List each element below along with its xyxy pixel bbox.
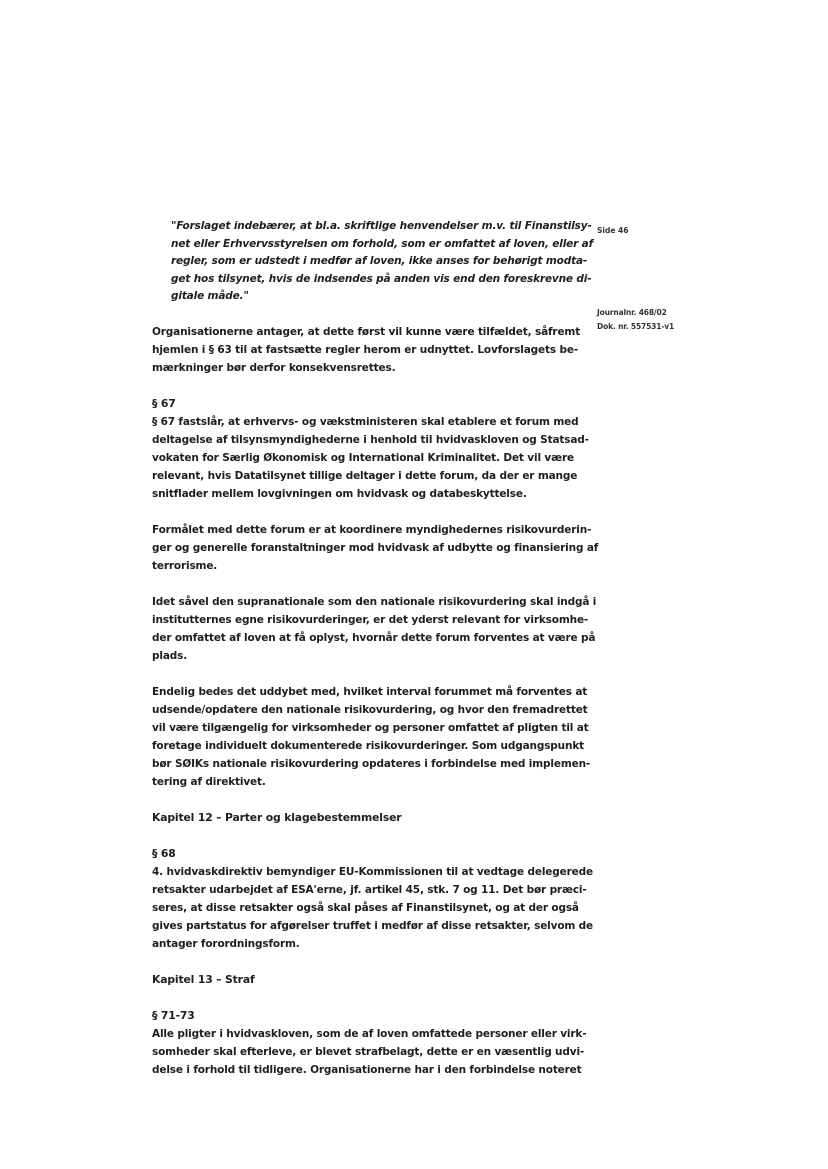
- text-line: seres, at disse retsakter også skal påses af Finanstilsynet, og at der også: [152, 901, 579, 914]
- text-line: institutternes egne risikovurderinger, er det yderst relevant for virksomhe-: [152, 613, 589, 626]
- text-line: § 67 fastslår, at erhvervs- og vækstministeren skal etablere et forum med: [152, 415, 579, 428]
- section-heading: § 71-73: [152, 1008, 195, 1022]
- text-line: deltagelse af tilsynsmyndighederne i henhold til hvidvaskloven og Statsad-: [152, 433, 589, 446]
- quote-line: "Forslaget indebærer, at bl.a. skriftlige henvendelser m.v. til Finanstilsy-: [171, 220, 592, 232]
- quote-line: net eller Erhvervsstyrelsen om forhold, som er omfattet af loven, eller af: [171, 237, 594, 250]
- text-line: der omfattet af loven at få oplyst, hvornår dette forum forventes at være på: [152, 631, 596, 644]
- text-line: delse i forhold til tidligere. Organisationerne har i den forbindelse noteret: [152, 1063, 582, 1076]
- text-line: snitflader mellem lovgivningen om hvidvask og databeskyttelse.: [152, 487, 527, 500]
- document-reference: [597, 306, 674, 334]
- text-line: relevant, hvis Datatilsynet tillige deltager i dette forum, da der er mange: [152, 469, 578, 482]
- text-line: somheder skal efterleve, er blevet strafbelagt, dette er en væsentlig udvi-: [152, 1045, 585, 1058]
- text-line: vokaten for Særlig Økonomisk og International Kriminalitet. Det vil være: [152, 451, 574, 464]
- main-text: [152, 218, 599, 1097]
- chapter-13-heading: [152, 971, 570, 989]
- text-line: bør SØIKs nationale risikovurdering opdateres i forbindelse med implemen-: [152, 757, 591, 770]
- section-heading: § 67: [152, 396, 176, 410]
- text-line: Endelig bedes det uddybet med, hvilket interval forummet må forventes at: [152, 685, 588, 698]
- paragraph: [152, 521, 599, 575]
- text-line: ger og generelle foranstaltninger mod hvidvask af udbytte og finansiering af: [152, 541, 599, 554]
- text-line: Formålet med dette forum er at koordinere myndighedernes risikovurderin-: [152, 523, 592, 536]
- quote-line: regler, som er udstedt i medfør af loven, ikke anses for behørigt modta-: [171, 255, 588, 267]
- text-line: vil være tilgængelig for virksomheder og personer omfattet af pligten til at: [152, 721, 589, 734]
- text-line: terrorisme.: [152, 559, 218, 572]
- quote-line: gitale måde.": [171, 290, 249, 302]
- document-number: Dok. nr. 557531-v1: [597, 322, 675, 331]
- text-line: mærkninger bør derfor konsekvensrettes.: [152, 361, 396, 374]
- chapter-12-heading: [152, 809, 570, 827]
- quote-line: get hos tilsynet, hvis de indsendes på anden vis end den foreskrevne di-: [171, 272, 592, 285]
- text-line: Alle pligter i hvidvaskloven, som de af loven omfattede personer eller virk-: [152, 1027, 587, 1040]
- chapter-title: Kapitel 13 – Straf: [152, 972, 255, 986]
- text-line: 4. hvidvaskdirektiv bemyndiger EU-Kommissionen til at vedtage delegerede: [152, 865, 593, 878]
- text-line: antager forordningsform.: [152, 937, 300, 950]
- text-line: udsende/opdatere den nationale risikovurdering, og hvor den fremadrettet: [152, 703, 588, 716]
- section-67: [152, 395, 589, 503]
- section-71-73: [152, 1007, 587, 1079]
- page-number: Side 46: [597, 226, 629, 235]
- journal-number: Journalnr. 468/02: [597, 308, 667, 317]
- chapter-title: Kapitel 12 – Parter og klagebestemmelser: [152, 810, 402, 824]
- text-line: hjemlen i § 63 til at fastsætte regler herom er udnyttet. Lovforslagets be-: [152, 343, 579, 356]
- text-line: foretage individuelt dokumenterede risikovurderinger. Som udgangspunkt: [152, 739, 585, 752]
- block-quote: [171, 218, 594, 306]
- paragraph: [152, 323, 581, 377]
- text-line: gives partstatus for afgørelser truffet i medfør af disse retsakter, selvom de: [152, 919, 594, 932]
- text-line: retsakter udarbejdet af ESA'erne, jf. artikel 45, stk. 7 og 11. Det bør præci-: [152, 883, 587, 896]
- paragraph: [152, 683, 591, 791]
- section-heading: § 68: [152, 846, 176, 860]
- text-line: plads.: [152, 649, 188, 662]
- paragraph: [152, 593, 597, 665]
- text-line: tering af direktivet.: [152, 775, 266, 788]
- text-line: Organisationerne antager, at dette først vil kunne være tilfældet, såfremt: [152, 325, 581, 338]
- text-line: Idet såvel den supranationale som den nationale risikovurdering skal indgå i: [152, 595, 597, 608]
- section-68: [152, 845, 594, 953]
